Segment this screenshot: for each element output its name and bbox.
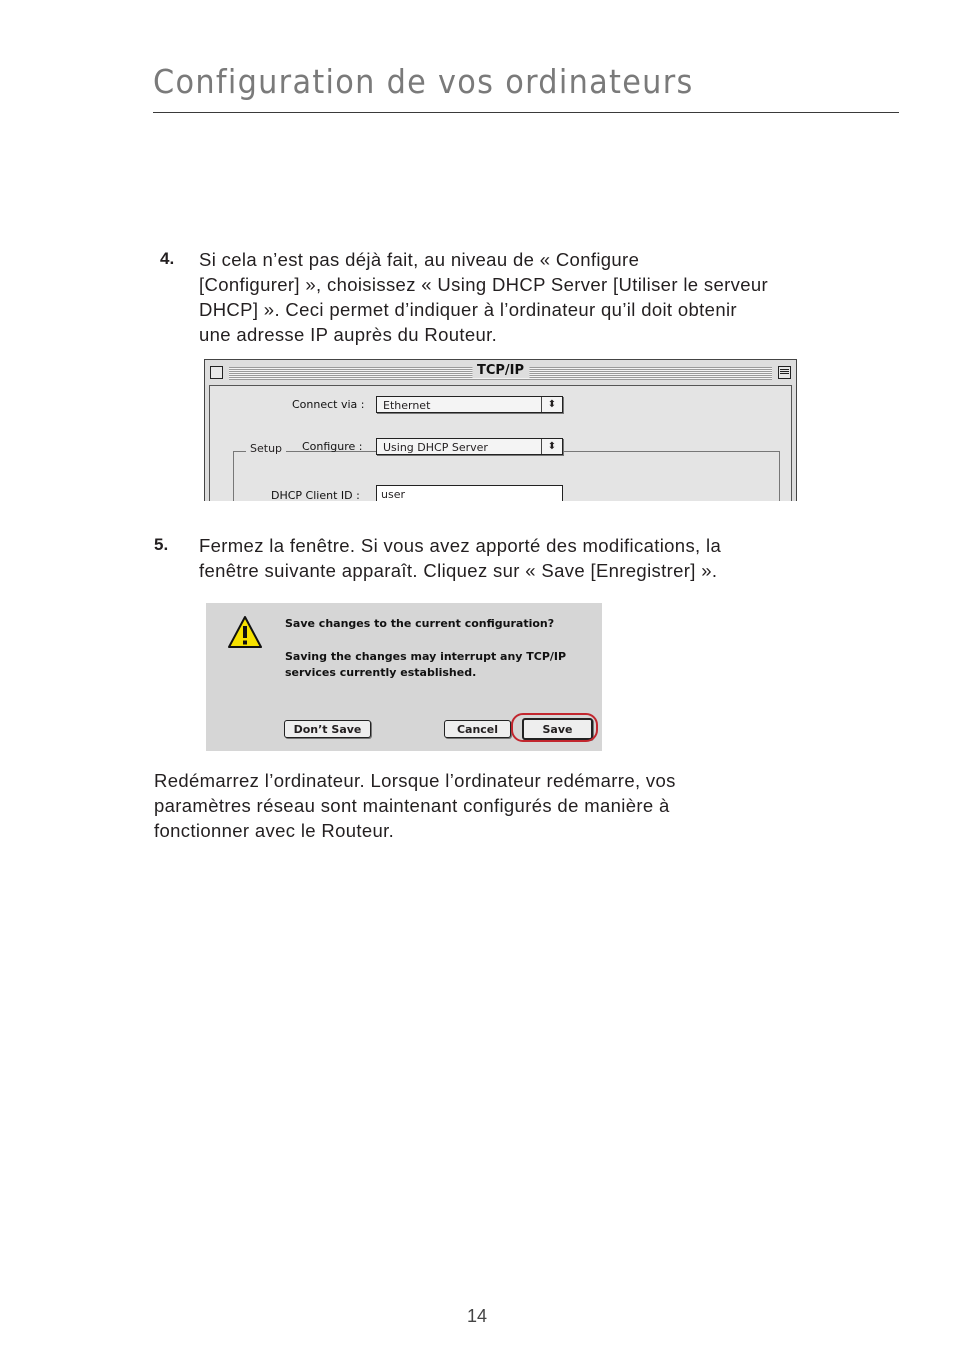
dialog-heading: Save changes to the current configuration?: [285, 617, 555, 630]
window-content: [209, 385, 792, 501]
warning-icon: [227, 615, 263, 649]
configure-popup[interactable]: [376, 438, 563, 455]
title-divider: [153, 112, 899, 113]
step-4-line: [Configurer] », choisissez « Using DHCP Server [Utiliser le serveur: [199, 274, 769, 295]
connect-via-value: Ethernet: [383, 399, 431, 412]
tcpip-window: [204, 359, 797, 501]
zoom-box-icon[interactable]: [778, 366, 791, 379]
closing-line: paramètres réseau sont maintenant configurés de manière à: [154, 795, 670, 816]
configure-value: Using DHCP Server: [383, 441, 488, 454]
save-changes-dialog: [206, 603, 602, 751]
popup-arrows-icon: ⬍: [541, 397, 562, 412]
connect-via-popup[interactable]: [376, 396, 563, 413]
save-highlight-circle: [511, 713, 598, 742]
step-number-4: 4.: [160, 249, 175, 268]
step-4-line: Si cela n’est pas déjà fait, au niveau de « Configure: [199, 249, 640, 270]
connect-via-label: Connect via :: [292, 398, 365, 411]
step-5-text: [199, 533, 721, 583]
setup-group-label: Setup: [246, 442, 286, 455]
dhcp-client-id-field[interactable]: user: [376, 485, 563, 501]
closing-line: Redémarrez l’ordinateur. Lorsque l’ordinateur redémarre, vos: [154, 770, 676, 791]
close-box-icon[interactable]: [210, 366, 223, 379]
step-5-line: Fermez la fenêtre. Si vous avez apporté des modifications, la: [199, 535, 722, 556]
dialog-message-line: Saving the changes may interrupt any TCP/IP: [285, 650, 567, 663]
page-number: 14: [466, 1306, 488, 1326]
page-title: Configuration de vos ordinateurs: [153, 62, 694, 101]
closing-paragraph: [154, 768, 676, 843]
dialog-message-line: services currently established.: [285, 666, 477, 679]
step-4-line: une adresse IP auprès du Routeur.: [199, 324, 498, 345]
closing-line: fonctionner avec le Routeur.: [154, 820, 395, 841]
step-4-text: [199, 247, 768, 347]
window-title: TCP/IP: [472, 363, 529, 378]
step-number-5: 5.: [154, 535, 169, 554]
configure-label: Configure :: [302, 440, 363, 453]
dhcp-client-id-label: DHCP Client ID :: [271, 489, 360, 501]
save-button[interactable]: Save: [522, 718, 593, 740]
dialog-message: [285, 649, 566, 681]
step-5-line: fenêtre suivante apparaît. Cliquez sur « Save [Enregistrer] ».: [199, 560, 718, 581]
cancel-button[interactable]: Cancel: [444, 720, 511, 738]
step-4-line: DHCP] ». Ceci permet d’indiquer à l’ordinateur qu’il doit obtenir: [199, 299, 737, 320]
dont-save-button[interactable]: Don’t Save: [284, 720, 371, 738]
popup-arrows-icon: ⬍: [541, 439, 562, 454]
